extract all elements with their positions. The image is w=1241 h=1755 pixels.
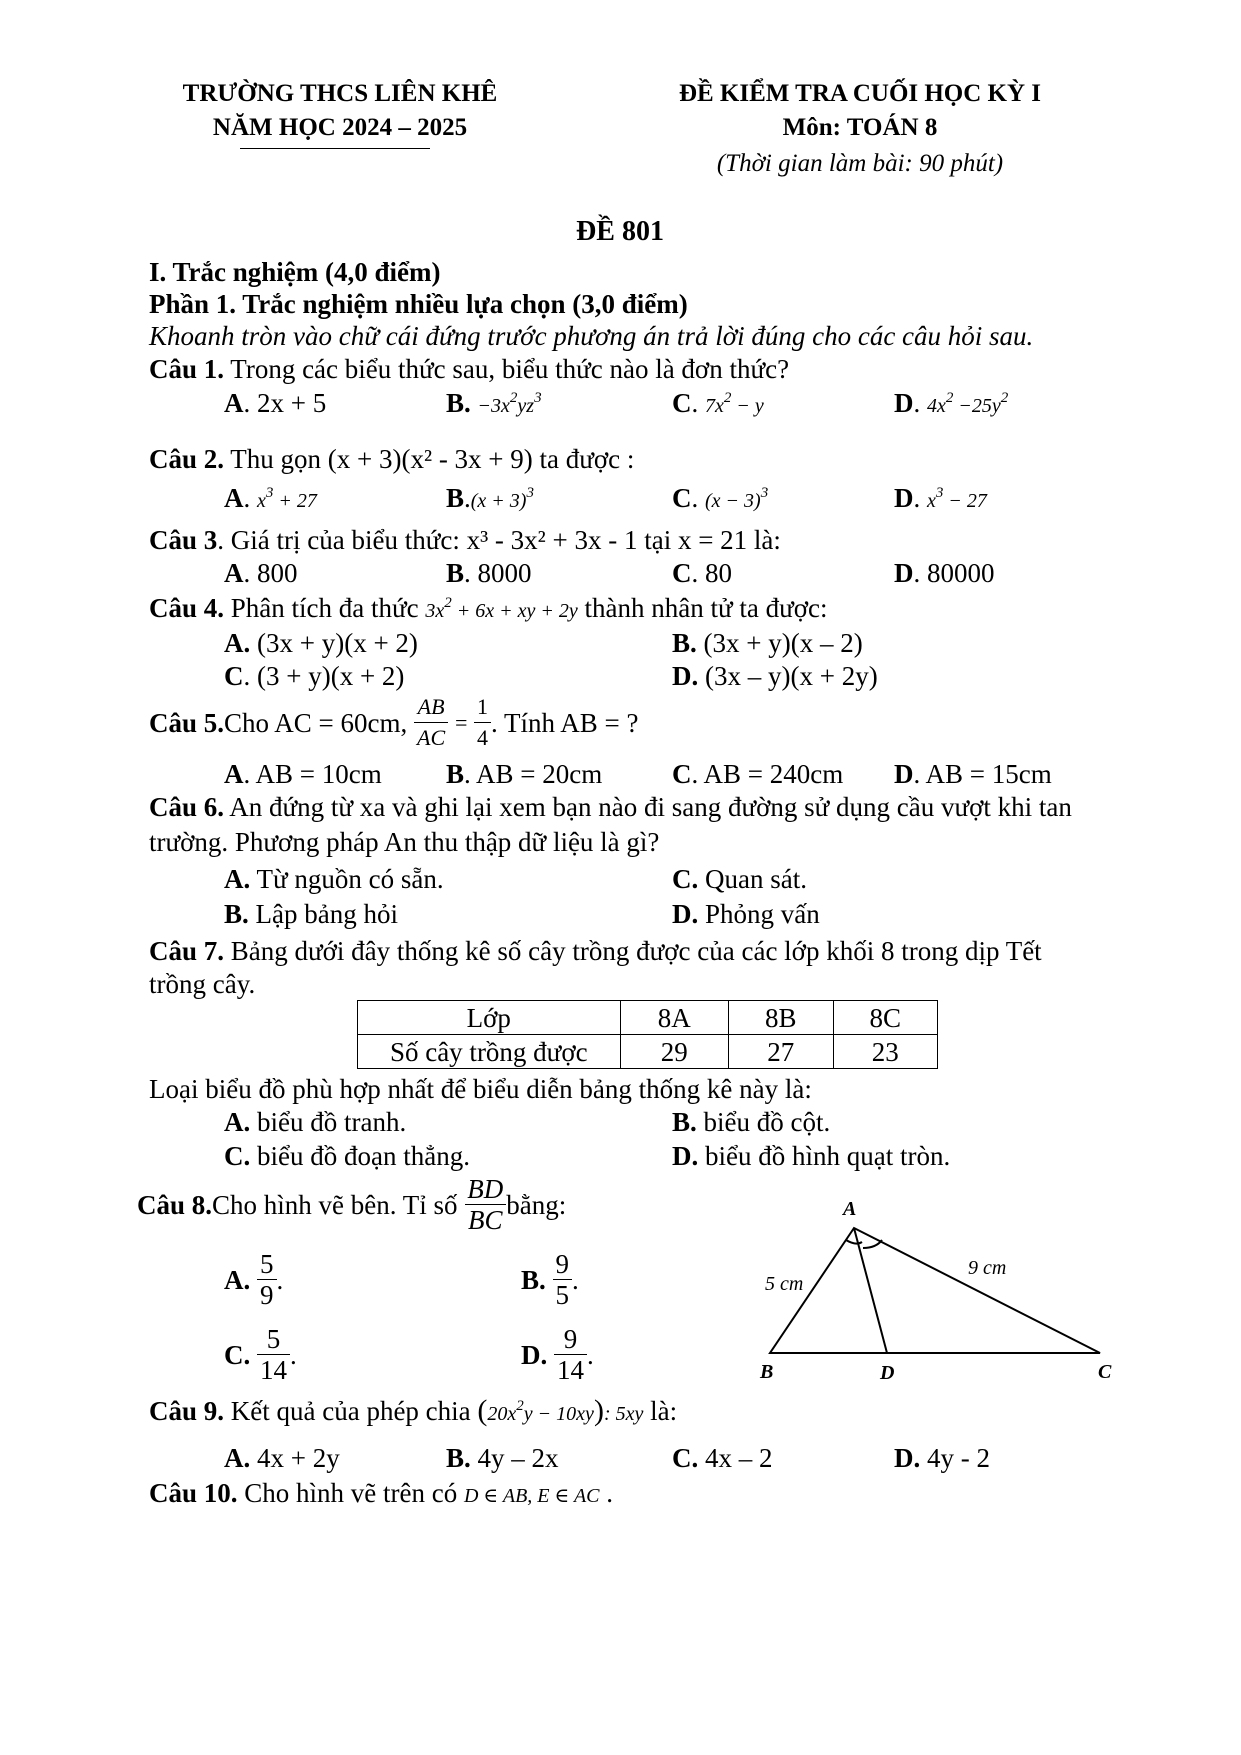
q4-option-a[interactable]: A. (3x + y)(x + 2) [224,628,418,658]
vertex-d: D [880,1362,895,1384]
q8-option-b[interactable]: B. $\frac{9}{5}$ . [521,1249,579,1310]
school-name: TRƯỜNG THCS LIÊN KHÊ [182,80,498,107]
q7-option-c[interactable]: C. biểu đồ đoạn thẳng. [224,1141,470,1171]
q9-option-c[interactable]: C. 4x – 2 [672,1443,773,1473]
q2-option-d[interactable]: D. $x^3 - 27$ [894,483,987,513]
q4-option-d[interactable]: D. (3x – y)(x + 2y) [672,661,878,691]
fraction-bd-bc: $\frac{BD}{BC}$ [464,1176,506,1233]
table-header-row [358,1001,938,1035]
triangle-figure [740,1190,1140,1400]
question-text: An đứng từ xa và ghi lại xem bạn nào đi sang đường sử dụng cầu vượt khi tan [224,792,1072,822]
q1-option-c[interactable]: C. $7x^2 - y$ [672,388,764,418]
q4-option-c[interactable]: C. (3 + y)(x + 2) [224,661,405,691]
question-label: Câu 9. [149,1396,225,1426]
q2-option-c[interactable]: C. $(x - 3)^3$ [672,483,769,513]
table-cell: 8B [729,1001,833,1035]
q3-option-a[interactable]: A. 800 [224,558,298,588]
q2-option-a[interactable]: A. $x^3 + 27$ [224,483,317,513]
school-year: NĂM HỌC 2024 – 2025 [212,114,468,141]
q8-option-d[interactable]: D. $\frac{9}{14}$ . [521,1324,594,1385]
section-title: I. Trắc nghiệm (4,0 điểm) [149,257,441,287]
exam-title: ĐỀ KIỂM TRA CUỐI HỌC KỲ I [678,80,1042,107]
question-2 [149,443,634,475]
q6-option-a[interactable]: A. Từ nguồn có sẵn. [224,864,444,894]
angle-arc-left [846,1240,862,1244]
instruction: Khoanh tròn vào chữ cái đứng trước phương án trả lời đúng cho các câu hỏi sau. [149,321,1034,351]
question-text: Trong các biểu thức sau, biểu thức nào là đơn thức? [224,354,790,384]
question-6 [149,791,1072,823]
question-9: Câu 9. Kết quả của phép chia $(20x^2y - 10xy)$: 5xy là: [149,1394,678,1427]
question-10: Câu 10. Cho hình vẽ trên có D ∈ AB, E ∈ AC . [149,1478,614,1508]
q8-option-c[interactable]: C. $\frac{5}{14}$ . [224,1324,297,1385]
q8-option-a[interactable]: A. $\frac{5}{9}$ . [224,1249,284,1310]
question-5: Câu 5. Cho AC = 60cm, $\frac{AB}{AC}$ = $\frac{1}{4}$ . Tính AB = ? [149,694,639,750]
q3-option-d[interactable]: D. 80000 [894,558,995,588]
exam-subject: Môn: TOÁN 8 [782,114,938,141]
q9-option-b[interactable]: B. 4y – 2x [446,1443,559,1473]
question-8: Câu 8. Cho hình vẽ bên. Tỉ số $\frac{BD}{BC}$ bằng: [137,1174,567,1235]
question-1 [149,353,789,385]
vertex-c: C [1098,1361,1112,1383]
q1-option-b[interactable]: B. $-3x^2yz^3$ [446,388,542,418]
q9-option-d[interactable]: D. 4y - 2 [894,1443,990,1473]
table-cell: 29 [620,1035,728,1069]
question-text: Thu gọn (x + 3)(x² - 3x + 9) ta được : [224,444,635,474]
question-label: Câu 5. [149,707,225,738]
question-label: Câu 1. [149,354,225,384]
table-cell: Số cây trồng được [358,1035,621,1069]
q7-option-a[interactable]: A. biểu đồ tranh. [224,1107,407,1137]
q7-option-b[interactable]: B. biểu đồ cột. [672,1107,831,1137]
header-underline [240,148,430,149]
question-3 [149,524,781,556]
exam-time: (Thời gian làm bài: 90 phút) [716,150,1004,177]
table-cell: 27 [729,1035,833,1069]
vertex-b: B [760,1361,774,1383]
q1-option-a[interactable]: A. 2x + 5 [224,388,327,418]
fraction-one-quarter: $\frac{1}{4}$ [474,694,491,751]
question-label: Câu 6. [149,792,225,822]
q4-option-b[interactable]: B. (3x + y)(x – 2) [672,628,863,658]
question-7 [149,935,1042,967]
stat-table [357,1000,938,1069]
question-7-line-2: trồng cây. [149,969,256,999]
exam-code: ĐỀ 801 [576,216,664,247]
table-cell: 8A [620,1001,728,1035]
q5-option-d[interactable]: D. AB = 15cm [894,759,1052,789]
q1-option-d[interactable]: D. $4x^2 -25y^2$ [894,388,1009,418]
side-ac-label: 9 cm [968,1257,1007,1279]
table-row [358,1035,938,1069]
question-text: Bảng dưới đây thống kê số cây trồng được của các lớp khối 8 trong dịp Tết [224,936,1042,966]
q3-option-b[interactable]: B. 8000 [446,558,532,588]
q5-option-c[interactable]: C. AB = 240cm [672,759,844,789]
table-cell: 8C [833,1001,938,1035]
question-text: . Giá trị của biểu thức: x³ - 3x² + 3x - 1 tại x = 21 là: [217,525,781,555]
side-ab-label: 5 cm [765,1273,804,1295]
q2-option-b[interactable]: $B.(x + 3)^3$ [446,483,534,513]
question-6-line-2: trường. Phương pháp An thu thập dữ liệu là gì? [149,827,660,857]
q9-option-a[interactable]: A. 4x + 2y [224,1443,340,1473]
q6-option-d[interactable]: D. Phỏng vấn [672,899,820,929]
part-title: Phần 1. Trắc nghiệm nhiều lựa chọn (3,0 điểm) [149,289,688,319]
question-label: Câu 4. [149,593,225,623]
q3-option-c[interactable]: C. 80 [672,558,732,588]
q7-option-d[interactable]: D. biểu đồ hình quạt tròn. [672,1141,951,1171]
question-7-prompt: Loại biểu đồ phù hợp nhất để biểu diễn bảng thống kê này là: [149,1074,812,1104]
table-cell: 23 [833,1035,938,1069]
question-4: Câu 4. Phân tích đa thức $3x^2 + 6x$ + xy + 2y thành nhân tử ta được: [149,593,828,623]
question-label: Câu 8. [137,1189,213,1220]
question-label: Câu 7. [149,936,225,966]
question-label: Câu 10. [149,1478,238,1508]
fraction-ab-ac: $\frac{AB}{AC}$ [414,694,448,751]
q5-option-b[interactable]: B. AB = 20cm [446,759,603,789]
q6-option-c[interactable]: C. Quan sát. [672,864,807,894]
q6-option-b[interactable]: B. Lập bảng hỏi [224,899,398,929]
question-label: Câu 3 [149,525,218,555]
question-label: Câu 2. [149,444,225,474]
q5-option-a[interactable]: A. AB = 10cm [224,759,382,789]
table-cell: Lớp [358,1001,621,1035]
triangle-abc [770,1228,1100,1353]
vertex-a: A [843,1198,857,1220]
